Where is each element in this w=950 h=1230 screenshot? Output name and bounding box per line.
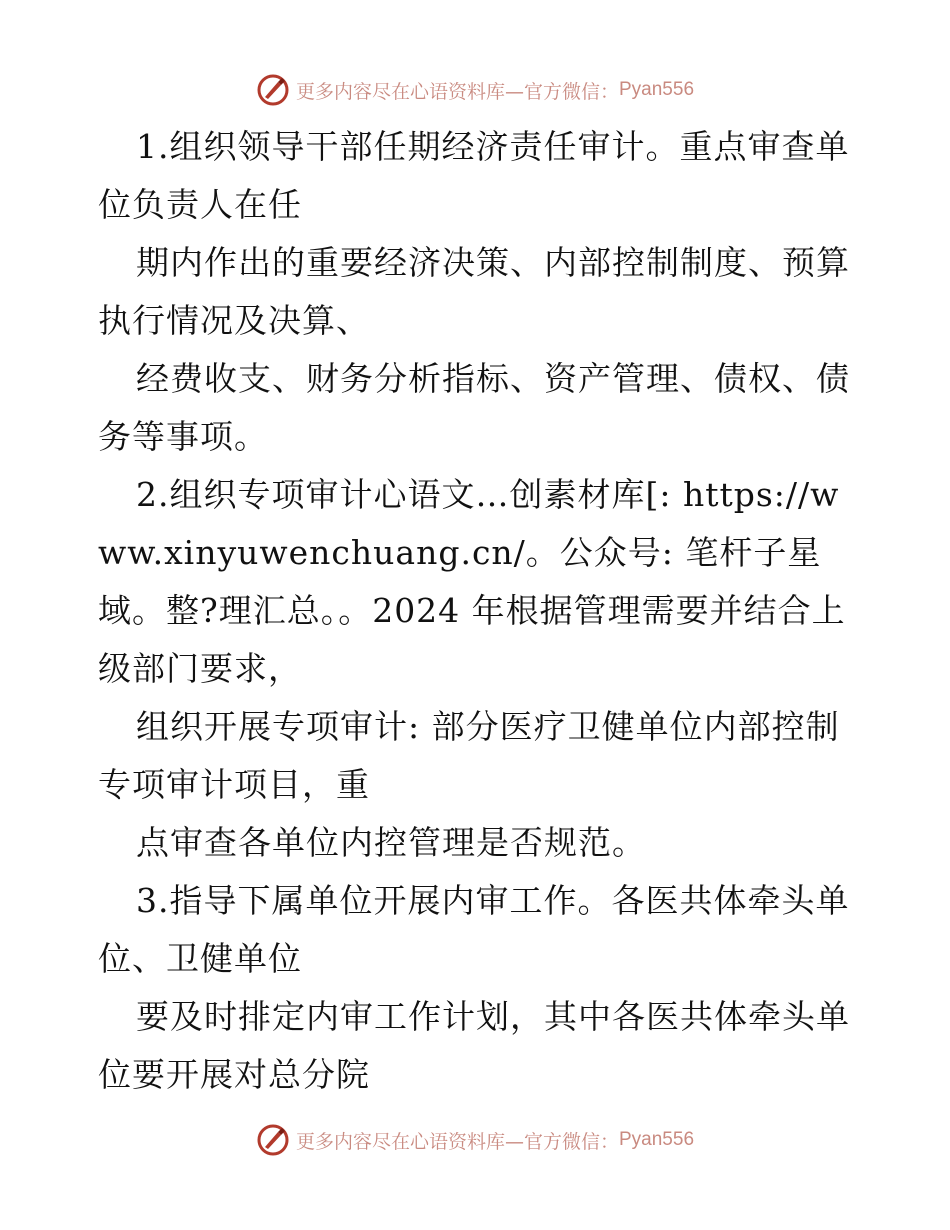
- footer-banner-text: 更多内容尽在心语资料库—官方微信：: [295, 1130, 619, 1153]
- paragraph: 经费收支、财务分析指标、资产管理、债权、债务等事项。: [98, 359, 850, 456]
- paragraph: 期内作出的重要经济决策、内部控制制度、预算执行情况及决算、: [98, 243, 850, 340]
- header-banner: [0, 70, 950, 110]
- brush-logo-icon: [256, 1123, 290, 1157]
- footer-banner-handle: Pyan556: [619, 1129, 695, 1150]
- paragraph: 要及时排定内审工作计划，其中各医共体牵头单位要开展对总分院: [98, 997, 850, 1094]
- paragraph: 组织开展专项审计: 部分医疗卫健单位内部控制专项审计项目，重: [98, 707, 840, 804]
- brush-logo-icon: [256, 73, 290, 107]
- document-body: [98, 118, 853, 1104]
- header-banner-text: 更多内容尽在心语资料库—官方微信：: [295, 80, 619, 103]
- paragraph: 点审查各单位内控管理是否规范。: [136, 823, 646, 862]
- paragraph: 2.组织专项审计心语文…创素材库[: https://www.xinyuwenchuang.cn/。公众号: 笔杆子星域。整?理汇总。。2024 年根据管理需要并结合上级部门要求，: [98, 475, 846, 688]
- paragraph: 3.指导下属单位开展内审工作。各医共体牵头单位、卫健单位: [98, 881, 850, 978]
- header-banner-handle: Pyan556: [619, 79, 695, 100]
- footer-banner: [0, 1120, 950, 1160]
- paragraph: 1.组织领导干部任期经济责任审计。重点审查单位负责人在任: [98, 127, 850, 224]
